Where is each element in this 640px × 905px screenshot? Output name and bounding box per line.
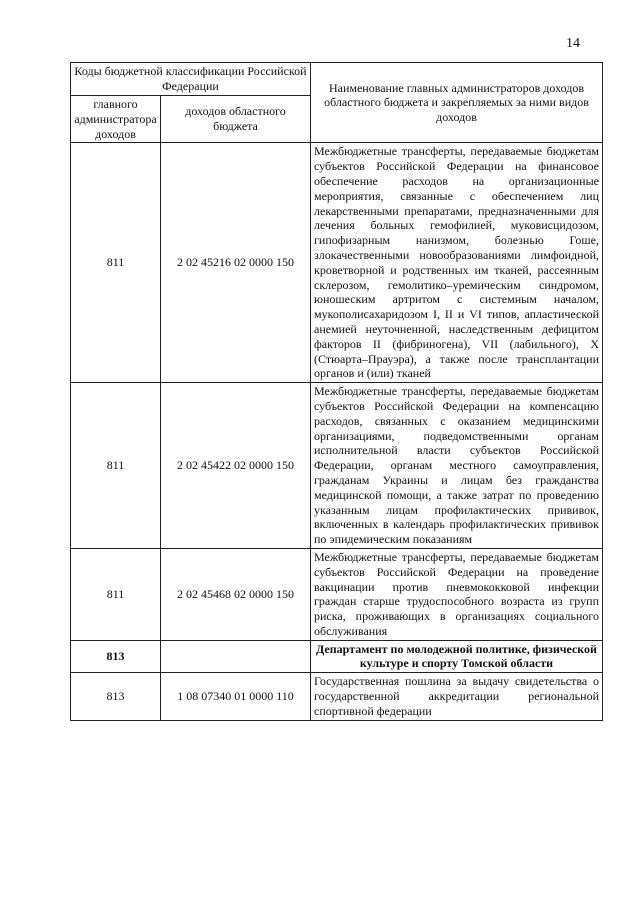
table-row [71, 673, 603, 720]
header-codes-group: Коды бюджетной классификации Российской Федерации [71, 63, 311, 96]
admin-code-cell: 811 [71, 383, 161, 549]
table-row [71, 143, 603, 383]
income-code-cell: 2 02 45468 02 0000 150 [161, 548, 311, 640]
income-code-cell [161, 640, 311, 673]
page-number: 14 [566, 36, 580, 51]
income-name-cell: Межбюджетные трансферты, передаваемые бюджетам субъектов Российской Федерации на компенсацию расходов, связанных с оказанием медицинскими организациями, подведомственными органам исполнительной власти субъектов Российской Федерации, органам местного самоуправления, гражданам Украины и лицам без гражданства медицинской помощи, а также затрат по проведению указанным лицам профилактических прививок, включенных в календарь профилактических прививок по эпидемическим показаниям [311, 383, 603, 549]
budget-classification-table [70, 62, 603, 721]
income-name-cell: Государственная пошлина за выдачу свидетельства о государственной аккредитации региональной спортивной федерации [311, 673, 603, 720]
admin-code-cell: 813 [71, 673, 161, 720]
income-code-cell: 2 02 45422 02 0000 150 [161, 383, 311, 549]
admin-code-cell: 811 [71, 548, 161, 640]
table-row [71, 383, 603, 549]
income-code-cell: 2 02 45216 02 0000 150 [161, 143, 311, 383]
income-code-cell: 1 08 07340 01 0000 110 [161, 673, 311, 720]
income-name-cell: Межбюджетные трансферты, передаваемые бюджетам субъектов Российской Федерации на проведение вакцинации против пневмококковой инфекции граждан старше трудоспособного возраста из групп риска, проживающих в организациях социального обслуживания [311, 548, 603, 640]
department-row [71, 640, 603, 673]
table-row [71, 548, 603, 640]
income-name-cell: Межбюджетные трансферты, передаваемые бюджетам субъектов Российской Федерации на финансовое обеспечение расходов на организационные мероприятия, связанные с обеспечением лиц лекарственными препаратами, предназначенными для лечения больных гемофилией, муковисцидозом, гипофизарным нанизмом, болезнью Гоше, злокачественными новообразованиями лимфоидной, кроветворной и родственных им тканей, рассеянным склерозом, гемолитико–уремическим синдромом, юношеским артритом с системным началом, мукополисахаридозом I, II и VI типов, апластической анемией неуточненной, наследственным дефицитом факторов II (фибриногена), VII (лабильного), X (Стюарта–Прауэра), а также после трансплантации органов и (или) тканей [311, 143, 603, 383]
table-header-row [71, 63, 603, 96]
admin-code-cell: 813 [71, 640, 161, 673]
header-admin-column: главного администратора доходов [71, 96, 161, 143]
header-name-column: Наименование главных администраторов доходов областного бюджета и закрепляемых за ними видов доходов [311, 63, 603, 143]
admin-code-cell: 811 [71, 143, 161, 383]
header-income-column: доходов областного бюджета [161, 96, 311, 143]
department-name-cell: Департамент по молодежной политике, физической культуре и спорту Томской области [311, 640, 603, 673]
